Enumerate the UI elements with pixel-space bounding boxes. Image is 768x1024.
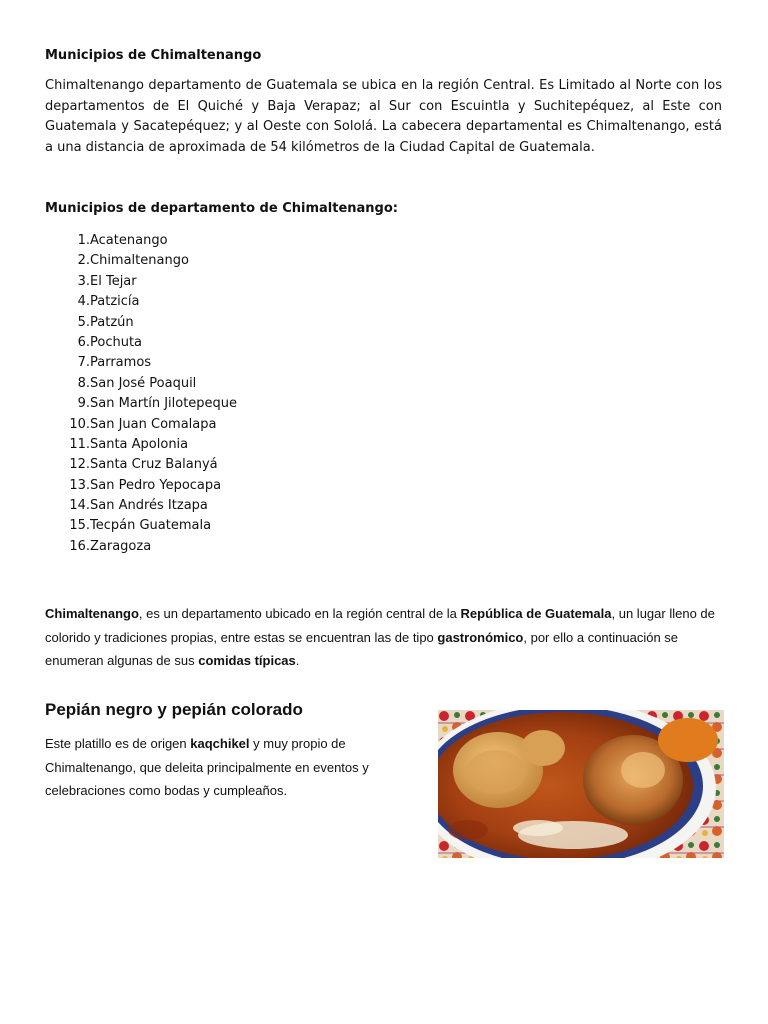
list-number [45,292,90,312]
municipio-item [45,394,237,414]
municipio-item [45,292,237,312]
list-number [45,394,90,414]
municipio-name: Patzicía [90,294,140,310]
list-number-text: 5. [77,314,90,330]
municipio-name: Tecpán Guatemala [90,518,212,534]
list-number [45,353,90,373]
list-number-text: 13. [69,477,90,493]
municipio-item [45,374,237,394]
municipio-name: Santa Apolonia [90,436,189,452]
municipio-item [45,251,237,271]
list-number [45,272,90,292]
list-number-text: 1. [77,233,90,248]
list-number-text: 10. [69,416,90,432]
list-number-text: 16. [69,538,90,554]
municipio-item [45,231,237,251]
text-run: , por ello a continuación se enumeran algunas de sus [45,629,679,668]
municipio-item [45,476,237,496]
municipios-list [45,231,237,557]
list-number-text: 11. [69,436,90,452]
text-run: , un lugar lleno de colorido y tradiciones propias, entre estas se encuentran las de tipo [45,606,715,645]
municipio-name: Acatenango [90,233,168,248]
bold-kaqchikel: kaqchikel [190,736,250,751]
list-number-text: 4. [77,294,90,310]
municipio-item [45,516,237,536]
pepian-dish-photo [438,710,724,858]
municipio-item [45,313,237,333]
intro-paragraph: Chimaltenango departamento de Guatemala se ubica en la región Central. Es Limitado al Norte con los departamentos de El Quiché y Baja Verapaz; al Sur con Escuintla y Suchitepéquez, al Este con Guatemala y Sacatepéquez; y al Oeste con Sololá. La cabecera departamental es Chimaltenango, está a una distancia de aproximada de 54 kilómetros de la Ciudad Capital de Guatemala. [45,78,722,155]
municipio-name: San Pedro Yepocapa [90,477,222,493]
list-number-text: 8. [77,375,90,391]
list-number-text: 3. [77,273,90,289]
list-number [45,516,90,536]
municipio-name: San Andrés Itzapa [90,498,208,514]
list-number-text: 9. [77,396,90,412]
municipio-name: Parramos [90,355,152,371]
bold-chimaltenango: Chimaltenango [45,606,139,621]
section-heading-municipios: Municipios de Chimaltenango [45,48,262,63]
list-number [45,251,90,271]
list-number [45,231,90,251]
municipio-item [45,455,237,475]
bold-gastronomico: gastronómico [437,629,524,645]
municipio-name: El Tejar [90,273,137,289]
list-number [45,496,90,516]
list-number [45,476,90,496]
municipio-name: Pochuta [90,334,143,350]
pepian-photo-illustration [438,710,724,858]
list-number [45,333,90,353]
municipio-name: Zaragoza [90,538,152,554]
municipio-name: San José Poaquil [90,375,197,391]
municipio-name: San Juan Comalapa [90,416,217,432]
gastronomy-paragraph [45,602,725,673]
municipio-name: San Martín Jilotepeque [90,396,238,412]
municipio-name: Santa Cruz Balanyá [90,457,218,473]
municipio-name: Chimaltenango [90,253,189,269]
list-number [45,313,90,333]
list-number-text: 15. [69,518,90,534]
list-number [45,435,90,455]
text-run: . [295,653,300,668]
municipio-name: Patzún [90,314,134,330]
list-number [45,455,90,475]
bold-republica: República de Guatemala [460,606,612,621]
list-number-text: 2. [77,253,90,269]
bold-comidas-tipicas: comidas típicas [198,653,296,668]
municipio-item [45,415,237,435]
municipio-item [45,272,237,292]
text-run: Este platillo es de origen [45,736,191,751]
municipio-item [45,435,237,455]
list-number [45,537,90,557]
list-number-text: 14. [69,498,90,514]
dish-title: Pepián negro y pepián colorado [45,700,303,719]
municipio-item [45,353,237,373]
municipio-item [45,537,237,557]
municipio-item [45,333,237,353]
list-number-text: 6. [77,334,90,350]
list-heading: Municipios de departamento de Chimaltenango: [45,201,398,216]
list-number-text: 12. [69,457,90,473]
text-run: y muy propio de Chimaltenango, que deleita principalmente en eventos y celebraciones como bodas y cumpleaños. [45,736,369,798]
municipio-item [45,496,237,516]
dish-description [45,732,390,803]
text-run: , es un departamento ubicado en la región central de la [138,606,461,621]
list-number-text: 7. [77,355,90,371]
list-number [45,415,90,435]
list-number [45,374,90,394]
